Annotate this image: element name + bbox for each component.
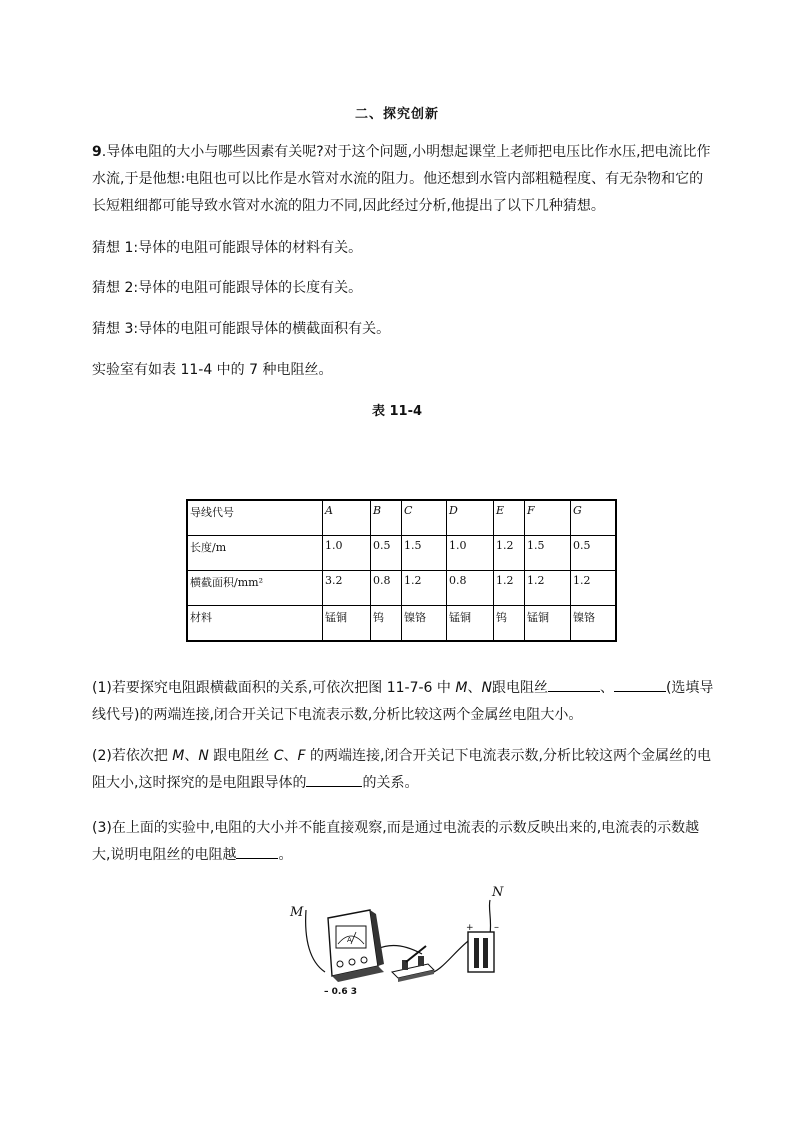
table-cell: 材料 [187, 606, 323, 642]
table-row [187, 536, 616, 571]
table-cell: 1.2 [525, 571, 571, 606]
wire-M [306, 910, 325, 972]
table-row [187, 500, 616, 536]
sub1-text-c: 、 [599, 680, 614, 696]
table-cell: 3.2 [323, 571, 371, 606]
table-cell: 0.8 [371, 571, 402, 606]
section-title: 二、探究创新 [354, 107, 439, 122]
table-caption: 表 11-4 [371, 404, 423, 419]
sub2-N: N [198, 748, 209, 764]
svg-text:A: A [347, 936, 352, 944]
table-cell: A [323, 500, 371, 536]
meter-terminal-label: – 0.6 3 [324, 987, 357, 997]
table-cell: 镍铬 [571, 606, 617, 642]
table-cell: 锰铜 [525, 606, 571, 642]
table-cell: 镍铬 [402, 606, 447, 642]
answer-blank-2[interactable] [614, 677, 666, 692]
question-text: .导体电阻的大小与哪些因素有关呢?对于这个问题,小明想起课堂上老师把电压比作水压,把电流比作水流,于是他想:电阻也可以比作是水管对水流的阻力。他还想到水管内部粗糙程度、有无杂物和它的长短粗细都可能导致水管对水流的阻力不同,因此经过分析,他提出了以下几种猜想。 [92, 144, 711, 214]
table-cell: 0.5 [371, 536, 402, 571]
table-cell: 1.0 [323, 536, 371, 571]
svg-text:–: – [494, 922, 499, 933]
circuit-figure [280, 880, 520, 1000]
sub1-text-d: (选填导线代号)的两端连接,闭合开关记下电流表示数,分析比较这两个金属丝电阻大小。 [92, 680, 714, 723]
sub1-N: N [481, 680, 492, 696]
sub2-sep: 、 [184, 748, 199, 764]
sub1-M: M [455, 680, 468, 696]
table-cell: 1.5 [525, 536, 571, 571]
table-cell: G [571, 500, 617, 536]
sub2-sep2: 、 [283, 748, 298, 764]
table-cell: 0.8 [447, 571, 494, 606]
answer-blank-1[interactable] [548, 677, 600, 692]
sub2-C: C [273, 748, 284, 764]
table-row [187, 571, 616, 606]
lab-note: 实验室有如表 11-4 中的 7 种电阻丝。 [92, 362, 333, 378]
table-cell: 长度/m [187, 536, 323, 571]
sub1-sep: 、 [467, 680, 482, 696]
sub2-M: M [172, 748, 185, 764]
sub3-text-b: 。 [278, 847, 293, 863]
wire-N [489, 900, 490, 934]
sub3-text-a: (3)在上面的实验中,电阻的大小并不能直接观察,而是通过电流表的示数反映出来的,电流表的示数越大,说明电阻丝的电阻越 [92, 820, 700, 863]
table-cell: 锰铜 [323, 606, 371, 642]
table-cell: 横截面积/mm² [187, 571, 323, 606]
guess-2: 猜想 2:导体的电阻可能跟导体的长度有关。 [92, 280, 363, 296]
question-9-intro [92, 139, 717, 220]
sub1-text-b: 跟电阻丝 [491, 680, 548, 696]
sub2-text-d: 的关系。 [362, 775, 419, 791]
wire-switch-battery [428, 938, 472, 974]
table-cell: 0.5 [571, 536, 617, 571]
switch-icon [392, 946, 434, 982]
table-cell: 钨 [494, 606, 525, 642]
table-cell: 锰铜 [447, 606, 494, 642]
label-M: M [290, 905, 304, 920]
svg-text:+: + [466, 923, 474, 933]
guess-3: 猜想 3:导体的电阻可能跟导体的横截面积有关。 [92, 321, 391, 337]
table-cell: 1.5 [402, 536, 447, 571]
table-cell: 1.2 [402, 571, 447, 606]
table-cell: 钨 [371, 606, 402, 642]
table-row [187, 606, 616, 642]
sub1-text-a: (1)若要探究电阻跟横截面积的关系,可依次把图 11-7-6 中 [92, 680, 456, 696]
table-cell: 1.0 [447, 536, 494, 571]
table-cell: E [494, 500, 525, 536]
question-number: 9 [92, 144, 102, 160]
table-cell: 导线代号 [187, 500, 323, 536]
ammeter-icon [328, 910, 384, 982]
battery-icon [466, 922, 499, 972]
table-cell: D [447, 500, 494, 536]
answer-blank-4[interactable] [236, 844, 278, 859]
table-cell: F [525, 500, 571, 536]
table-cell: B [371, 500, 402, 536]
table-cell: 1.2 [571, 571, 617, 606]
guess-1: 猜想 1:导体的电阻可能跟导体的材料有关。 [92, 240, 363, 256]
sub2-text-b: 跟电阻丝 [208, 748, 274, 764]
sub-question-1 [92, 675, 717, 729]
answer-blank-3[interactable] [306, 772, 362, 787]
sub2-text-a: (2)若依次把 [92, 748, 173, 764]
sub2-F: F [297, 748, 306, 764]
table-cell: 1.2 [494, 536, 525, 571]
table-cell: 1.2 [494, 571, 525, 606]
sub2-text-c: 的两端连接,闭合开关记下电流表示数,分析比较这两个金属丝的电阻大小,这时探究的是电阻跟导体的 [92, 748, 711, 791]
label-N: N [492, 885, 504, 900]
sub-question-3 [92, 815, 717, 869]
table-cell: C [402, 500, 447, 536]
sub-question-2 [92, 743, 717, 797]
resistance-wire-table [186, 499, 617, 642]
